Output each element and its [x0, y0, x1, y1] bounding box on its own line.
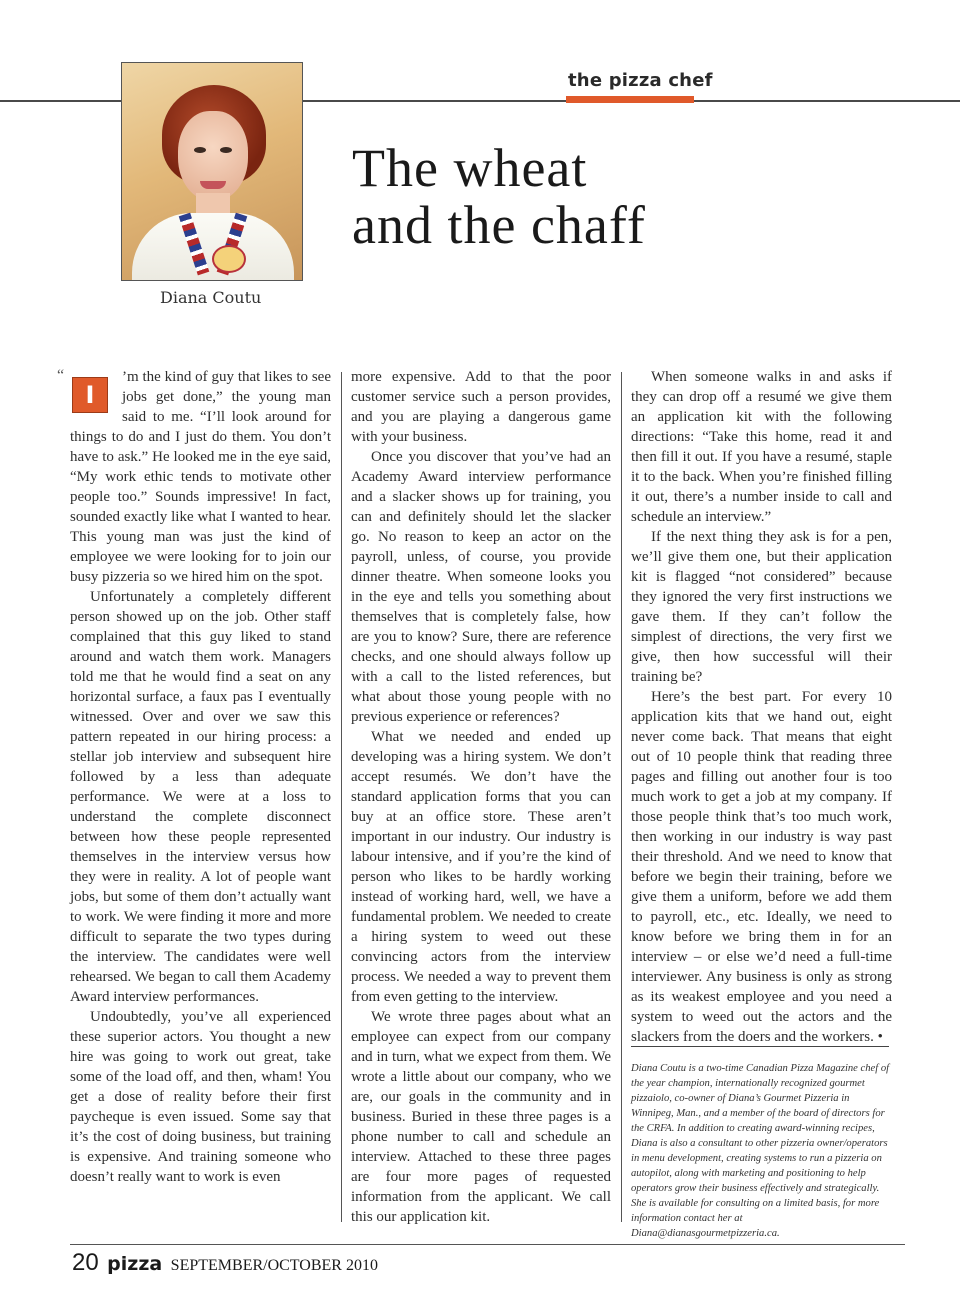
page-footer	[72, 1249, 378, 1277]
paragraph: Once you discover that you’ve had an Academy Award interview performance and a slacker shows up for training, you can and definitely should let the slacker go. No reason to keep an actor on the payroll, unless, of course, you provide dinner theatre. When someone looks you in the eye and tells you something about themselves that is completely false, how are you to know? Sure, there are reference checks, and one should always follow up with a call to the listed references, but what about those young people with no previous experience or references?	[351, 449, 611, 725]
paragraph: We wrote three pages about what an employee can expect from our company and in turn, what we expect from them. We wrote a little about our company, who we are, our goals in the community and in business. Buried in these three pages is a phone number to call and schedule an interview. Attached to these three pages are four more pages of requested information from the applicant. We call this our application kit.	[351, 1009, 611, 1225]
author-photo	[121, 62, 303, 281]
paragraph: I ’m the kind of guy that likes to see jobs get done,” the young man said to me. “I’ll look around for things to do and I just do them. You don’t have to ask.” He looked me in the eye said, “My work ethic tends to motivate other people too.” Sounds impressive! In fact, sounded exactly like what I wanted to hear. This young man was just the kind of employee we were looking for to join our busy pizzeria so we hired him on the spot.	[70, 369, 331, 585]
author-bio: Diana Coutu is a two-time Canadian Pizza Magazine chef of the year champion, internationally recognized gourmet pizzaiolo, co-owner of Diana’s Gourmet Pizzeria in Winnipeg, Man., and a member of the board of directors for the CRFA. In addition to creating award-winning recipes, Diana is also a consultant to other pizzeria owner/operators in menu development, creating systems to run a pizzeria on autopilot, along with marketing and positioning to help operators grow their business effectively and strategically. She is available for consulting on a limited basis, for more information contact her at Diana@dianasgourmetpizzeria.ca.	[631, 1063, 890, 1239]
column-divider	[621, 372, 622, 1222]
paragraph: When someone walks in and asks if they can drop off a resumé we give them an application kit with the following directions: “Take this home, read it and then fill it out. If you have a resumé, staple it to the back. When you’re finished filling it out, there’s a number inside to call and schedule an interview.”	[631, 369, 892, 525]
magazine-name: pizza	[107, 1253, 163, 1275]
paragraph: more expensive. Add to that the poor customer service such a person provides, and you are playing a dangerous game with your business.	[351, 369, 611, 445]
article-column-3	[631, 367, 892, 1047]
paragraph: Undoubtedly, you’ve all experienced these superior actors. You thought a new hire was going to work out great, take some of the load off, and then, wham! You get a dose of reality before their first paycheque is even issued. Some say that it’s the cost of doing business, but training is expensive. And training someone who doesn’t really want to work is even	[70, 1009, 331, 1185]
column-divider	[341, 372, 342, 1222]
article-title	[352, 140, 646, 254]
drop-cap: I	[72, 377, 108, 413]
section-accent-bar	[566, 96, 694, 103]
bio-rule	[631, 1046, 889, 1047]
article-column-1	[70, 367, 331, 1187]
paragraph: Here’s the best part. For every 10 application kits that we hand out, eight never come back. That means that eight out of 10 people think that reading three pages and filling out another four is too much work to get a job at my company. If those people think that’s too much work, then working in our industry is way past their threshold. And we need to know that before we begin their training, before we give them a uniform, before we add them to payroll, etc., etc. Ideally, we need to know before we bring them in for an interview – or else we’d need a full-time interviewer. Any business is only as strong as its weakest employee and you need a system to weed out the actors and the slackers from the doers and the workers. •	[631, 689, 892, 1045]
paragraph: What we needed and ended up developing was a hiring system. We don’t accept resumés. We don’t have the standard application forms that you can buy at an office store. These aren’t important in our industry. Our industry is labour intensive, and if you’re the kind of person who likes to be hardly working instead of working hard, well, we have a fundamental problem. We needed to create a hiring system to weed out these convincing actors from the interview process. We needed a way to prevent them from even getting to the interview.	[351, 729, 611, 1005]
issue-date: SEPTEMBER/OCTOBER 2010	[170, 1257, 378, 1274]
article-column-2	[351, 367, 611, 1227]
section-label: the pizza chef	[568, 70, 713, 91]
title-line-2: and the chaff	[352, 195, 646, 255]
page-number: 20	[72, 1249, 99, 1276]
paragraph: Unfortunately a completely different person showed up on the job. Other staff complained that this guy liked to stand around and watch them work. Managers told me that he would find a seat on any horizontal surface, a faux pas I eventually witnessed. Over and over we saw this pattern repeated in our hiring process: a stellar job interview and subsequent hire followed by a less than adequate performance. We were at a loss to understand the complete disconnect between how these people represented themselves in the interview versus how they were in reality. A lot of people want jobs, but some of them don’t actually want to work. We were finding it more and more difficult to separate the two types during the interview. The candidates were well rehearsed. We began to call them Academy Award interview performances.	[70, 589, 331, 1005]
medal-icon	[212, 245, 246, 273]
author-caption: Diana Coutu	[160, 288, 262, 307]
paragraph: If the next thing they ask is for a pen, we’ll give them one, but their application kit is flagged “not considered” because they ignored the very first instructions we gave them. If they can’t follow the simplest of directions, the very first we give, then how successful will their training be?	[631, 529, 892, 685]
opening-quote-mark: “	[57, 367, 65, 384]
footer-rule	[70, 1244, 905, 1245]
title-line-1: The wheat	[352, 138, 588, 198]
